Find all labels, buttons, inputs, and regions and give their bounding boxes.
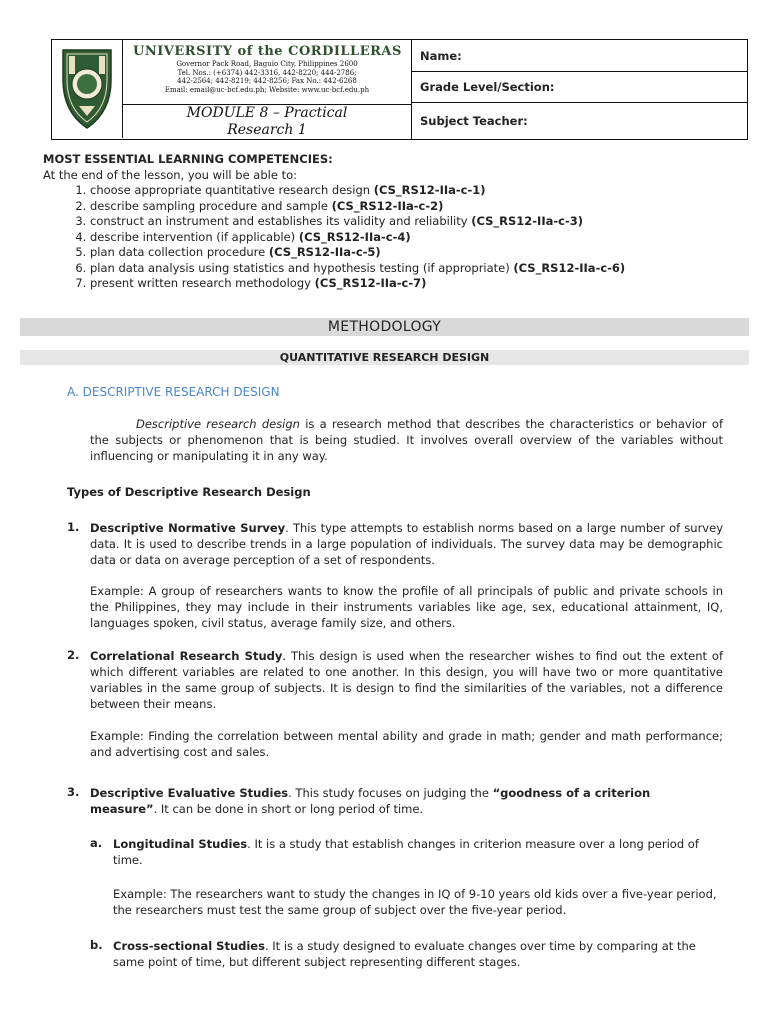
- subtype-a-paragraph: Longitudinal Studies. It is a study that establish changes in criterion measure over a long period of time.: [113, 837, 699, 867]
- type-1-paragraph: Descriptive Normative Survey. This type attempts to establish norms based on a large number of survey data. It is used to describe trends in a large population of individuals. The survey data may be demographic data or data on average perception of a set of respondents.: [90, 521, 723, 567]
- list-item: 5. plan data collection procedure (CS_RS12-IIa-c-5): [90, 245, 743, 261]
- type-3-paragraph: Descriptive Evaluative Studies. This study focuses on judging the “goodness of a criterion measure”. It can be done in short or long period of time.: [90, 786, 651, 816]
- list-item: 3. construct an instrument and establishes its validity and reliability (CS_RS12-IIa-c-3): [90, 214, 743, 230]
- university-telephone-fax: 442-2564; 442-8219; 442-8256; Fax No.: 442-6268: [177, 77, 357, 86]
- type-2-paragraph: Correlational Research Study. This design is used when the researcher wishes to find out the extent of which different variables are related to one another. In this design, you will have two or more quantitative variables in the same group of subjects. It is design to find the similarities of the variables, not a difference between their means.: [90, 649, 723, 711]
- list-item: 4. describe intervention (if applicable) (CS_RS12-IIa-c-4): [90, 230, 743, 246]
- type-2-number: 2.: [67, 648, 80, 662]
- university-seal-icon: [57, 46, 117, 132]
- university-logo: [52, 40, 123, 138]
- module-title: [123, 105, 412, 139]
- subtype-b-paragraph: Cross-sectional Studies. It is a study designed to evaluate changes over time by comparing at the same point of time, but different subject representing different stages.: [113, 939, 696, 969]
- type-3-number: 3.: [67, 785, 80, 799]
- descriptive-design-paragraph: Descriptive research design is a research method that describes the characteristics or behavior of the subjects or phenomenon that is being studied. It involves overall overview of the variables without influencing or manipulating it in any way.: [90, 417, 723, 463]
- university-telephone: Tel. Nos.: (+6374) 442-3316, 442-8220; 444-2786;: [177, 68, 357, 77]
- list-item: 7. present written research methodology (CS_RS12-IIa-c-7): [90, 276, 743, 292]
- module-header: [51, 39, 748, 140]
- type-1-example: Example: A group of researchers wants to know the profile of all principals of public and private schools in the Philippines, they may include in their instruments variables like age, sex, educational attainment, IQ, languages spoken, civil status, average family size, and others.: [90, 584, 723, 630]
- university-name: UNIVERSITY of the CORDILLERAS: [133, 44, 402, 59]
- learning-competencies: [43, 152, 743, 292]
- types-heading: Types of Descriptive Research Design: [67, 485, 311, 499]
- quantitative-design-title: QUANTITATIVE RESEARCH DESIGN: [20, 350, 749, 365]
- grade-section-label: Grade Level/Section:: [420, 80, 555, 94]
- section-a-heading: A. DESCRIPTIVE RESEARCH DESIGN: [67, 385, 280, 399]
- list-item: 2. describe sampling procedure and sample (CS_RS12-IIa-c-2): [90, 199, 743, 215]
- methodology-title: METHODOLOGY: [20, 318, 749, 336]
- name-field[interactable]: [412, 40, 747, 72]
- subtype-b-letter: b.: [90, 938, 103, 952]
- list-item: 1. choose appropriate quantitative research design (CS_RS12-IIa-c-1): [90, 183, 743, 199]
- competencies-intro: At the end of the lesson, you will be able to:: [43, 167, 297, 182]
- subtype-a-example: Example: The researchers want to study the changes in IQ of 9-10 years old kids over a five-year period, the researchers must test the same group of subject over the five-year period.: [113, 887, 717, 917]
- module-title-line-2: Research 1: [227, 122, 307, 138]
- list-item: 6. plan data analysis using statistics and hypothesis testing (if appropriate) (CS_RS12-IIa-c-6): [90, 261, 743, 277]
- module-title-line-1: MODULE 8 – Practical: [186, 105, 348, 121]
- competencies-heading: MOST ESSENTIAL LEARNING COMPETENCIES:: [43, 152, 333, 166]
- university-info: [123, 40, 412, 105]
- competencies-list: [43, 183, 743, 292]
- type-1-number: 1.: [67, 520, 80, 534]
- subtype-a-letter: a.: [90, 836, 103, 850]
- subject-teacher-field[interactable]: [412, 103, 747, 138]
- university-email-website: Email: email@uc-bcf.edu.ph; Website: www.uc-bcf.edu.ph: [164, 85, 370, 94]
- name-label: Name:: [420, 48, 462, 63]
- subject-teacher-label: Subject Teacher:: [420, 113, 528, 128]
- university-address: Governor Pack Road, Baguio City, Philippines 2600: [176, 60, 358, 68]
- grade-section-field[interactable]: [412, 72, 747, 103]
- type-2-example: Example: Finding the correlation between mental ability and grade in math; gender and math performance; and advertising cost and sales.: [90, 729, 723, 759]
